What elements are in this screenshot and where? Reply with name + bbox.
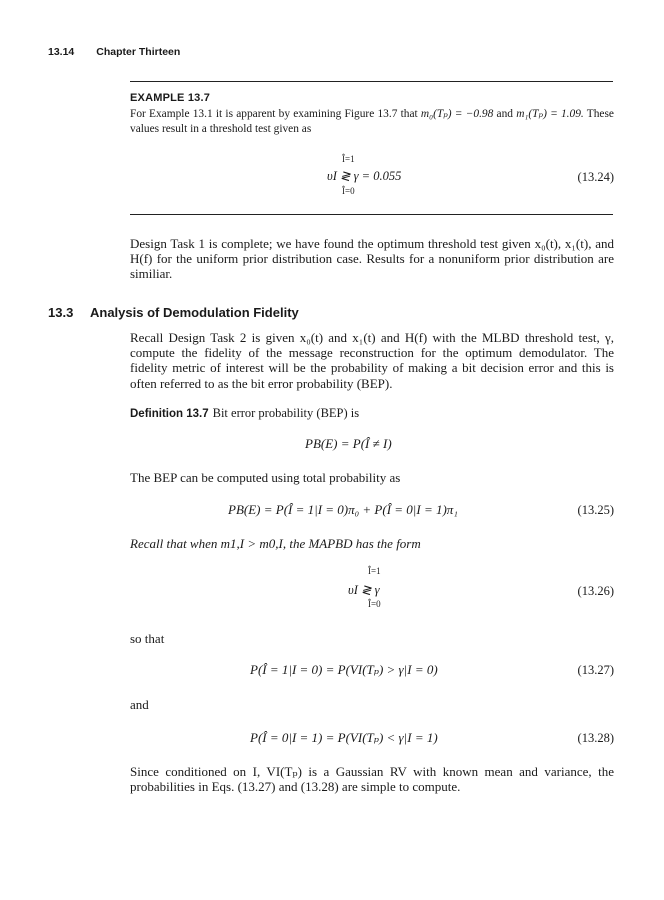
example-tail: These values result in a threshold test given as: [130, 108, 614, 135]
page-number: 13.14: [48, 46, 75, 58]
eq-1324-top: Î=1: [342, 154, 355, 164]
eq-1324-number: (13.24): [577, 170, 614, 184]
eq-1327-expr: P(Î = 1|I = 0) = P(VI(Tₚ) > γ|I = 0): [250, 662, 438, 677]
section-number: 13.3: [48, 305, 74, 320]
example-m1-value: m₁(Tₚ) = 1.09.: [516, 108, 584, 120]
eq-1328-number: (13.28): [577, 731, 614, 745]
eq-bep: [305, 436, 392, 452]
so-that-text: so that: [130, 631, 165, 646]
example-m0-value: m₀(Tₚ) = −0.98: [420, 108, 494, 120]
eq-bep-expr: PB(E) = P(Î ≠ I): [305, 436, 392, 451]
eq-1328: [250, 730, 438, 746]
paragraph-total-probability: The BEP can be computed using total probability as: [130, 470, 401, 485]
example-body: [130, 107, 614, 136]
section-heading: [48, 305, 299, 320]
eq-1325-number: (13.25): [577, 503, 614, 517]
eq-1324-bottom: Î=0: [342, 186, 355, 196]
definition: [130, 404, 614, 422]
paragraph-design-task-2: Recall Design Task 2 is given x₀(t) and x₁(t) and H(f) with the MLBD threshold test, γ, compute the fidelity of the message reconstruction for the optimum demodulator. The fidelity metric of interest will be the probability of making a bit decision error and this is often referred to as the bit error probability (BEP).: [130, 330, 614, 391]
example-intro: For Example 13.1 it is apparent by examining Figure 13.7 that: [130, 108, 418, 120]
eq-1327-number: (13.27): [577, 663, 614, 677]
section-title: Analysis of Demodulation Fidelity: [90, 305, 299, 320]
eq-1326-mid: υI ≷ γ: [348, 583, 380, 597]
chapter-title: Chapter Thirteen: [96, 46, 181, 58]
paragraph-mapbd-text: Recall that when m1,I > m0,I, the MAPBD has the form: [130, 536, 421, 551]
definition-text: Bit error probability (BEP) is: [212, 406, 360, 420]
design-task-paragraph: Design Task 1 is complete; we have found the optimum threshold test given x₀(t), x₁(t), and H(f) for the uniform prior distribution case. Results for a nonuniform prior distribution are similiar.: [130, 236, 614, 282]
and-text: and: [130, 697, 149, 712]
running-header: [48, 46, 180, 58]
eq-1325-expr: PB(E) = P(Î = 1|I = 0)π₀ + P(Î = 0|I = 1)π₁: [228, 502, 458, 517]
eq-1326-main: [348, 582, 380, 598]
example-bottom-rule: [130, 214, 613, 215]
eq-1326-number: (13.26): [577, 584, 614, 598]
eq-1324-main: [327, 168, 401, 184]
eq-1328-expr: P(Î = 0|I = 1) = P(VI(Tₚ) < γ|I = 1): [250, 730, 438, 745]
eq-1327: [250, 662, 438, 678]
example-and: and: [496, 108, 513, 120]
eq-1326-top: Î=1: [368, 566, 381, 576]
definition-label: Definition 13.7: [130, 408, 209, 420]
paragraph-gaussian: Since conditioned on I, VI(Tₚ) is a Gaussian RV with known mean and variance, the probabilities in Eqs. (13.27) and (13.28) are simple to compute.: [130, 764, 614, 795]
eq-1326-bottom: Î=0: [368, 599, 381, 609]
paragraph-mapbd: [130, 536, 614, 551]
eq-1325: [228, 502, 458, 518]
example-top-rule: [130, 81, 613, 82]
example-title: EXAMPLE 13.7: [130, 92, 211, 104]
eq-1324-mid: υI ≷ γ = 0.055: [327, 169, 402, 183]
